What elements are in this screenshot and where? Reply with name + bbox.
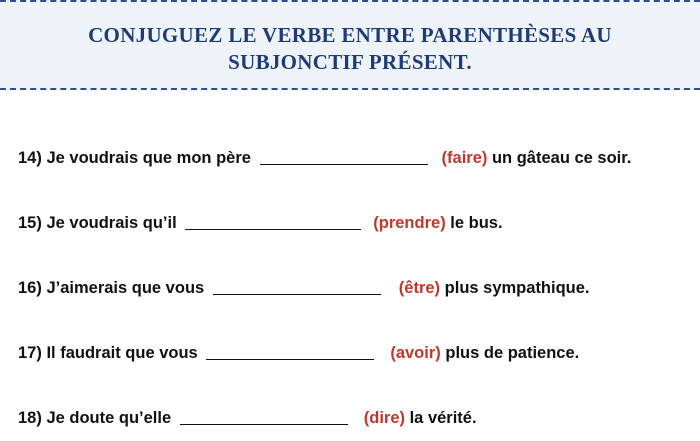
sentence-end: le bus.	[450, 214, 503, 232]
verb-hint: (dire)	[363, 409, 405, 427]
verb-hint: (avoir)	[390, 344, 441, 362]
exercise-14	[18, 148, 631, 168]
sentence-start: Je doute qu’elle	[46, 409, 172, 427]
sentence-end: un gâteau ce soir.	[491, 149, 632, 167]
answer-blank[interactable]	[260, 148, 428, 165]
instruction-line-1: CONJUGUEZ LE VERBE ENTRE PARENTHÈSES AU	[88, 23, 612, 47]
answer-blank[interactable]	[206, 343, 374, 360]
verb-hint: (faire)	[441, 149, 488, 167]
instruction-header	[0, 0, 700, 90]
exercise-16	[18, 278, 590, 298]
sentence-start: Je voudrais qu’il	[46, 214, 177, 232]
exercise-number: 18)	[18, 409, 42, 427]
exercise-15	[18, 213, 503, 233]
answer-blank[interactable]	[185, 213, 361, 230]
sentence-end: plus sympathique.	[444, 279, 590, 297]
verb-hint: (prendre)	[373, 214, 446, 232]
exercise-number: 14)	[18, 149, 42, 167]
verb-hint: (être)	[398, 279, 441, 297]
exercise-17	[18, 343, 579, 363]
instruction-line-2: SUBJONCTIF PRÉSENT.	[228, 50, 472, 74]
exercise-number: 15)	[18, 214, 42, 232]
sentence-end: la vérité.	[409, 409, 477, 427]
sentence-start: Je voudrais que mon père	[46, 149, 251, 167]
sentence-end: plus de patience.	[445, 344, 580, 362]
sentence-start: Il faudrait que vous	[46, 344, 198, 362]
answer-blank[interactable]	[180, 408, 348, 425]
exercise-number: 16)	[18, 279, 42, 297]
exercise-18	[18, 408, 477, 428]
exercise-number: 17)	[18, 344, 42, 362]
sentence-start: J’aimerais que vous	[46, 279, 205, 297]
instruction-title	[0, 22, 700, 76]
answer-blank[interactable]	[213, 278, 381, 295]
